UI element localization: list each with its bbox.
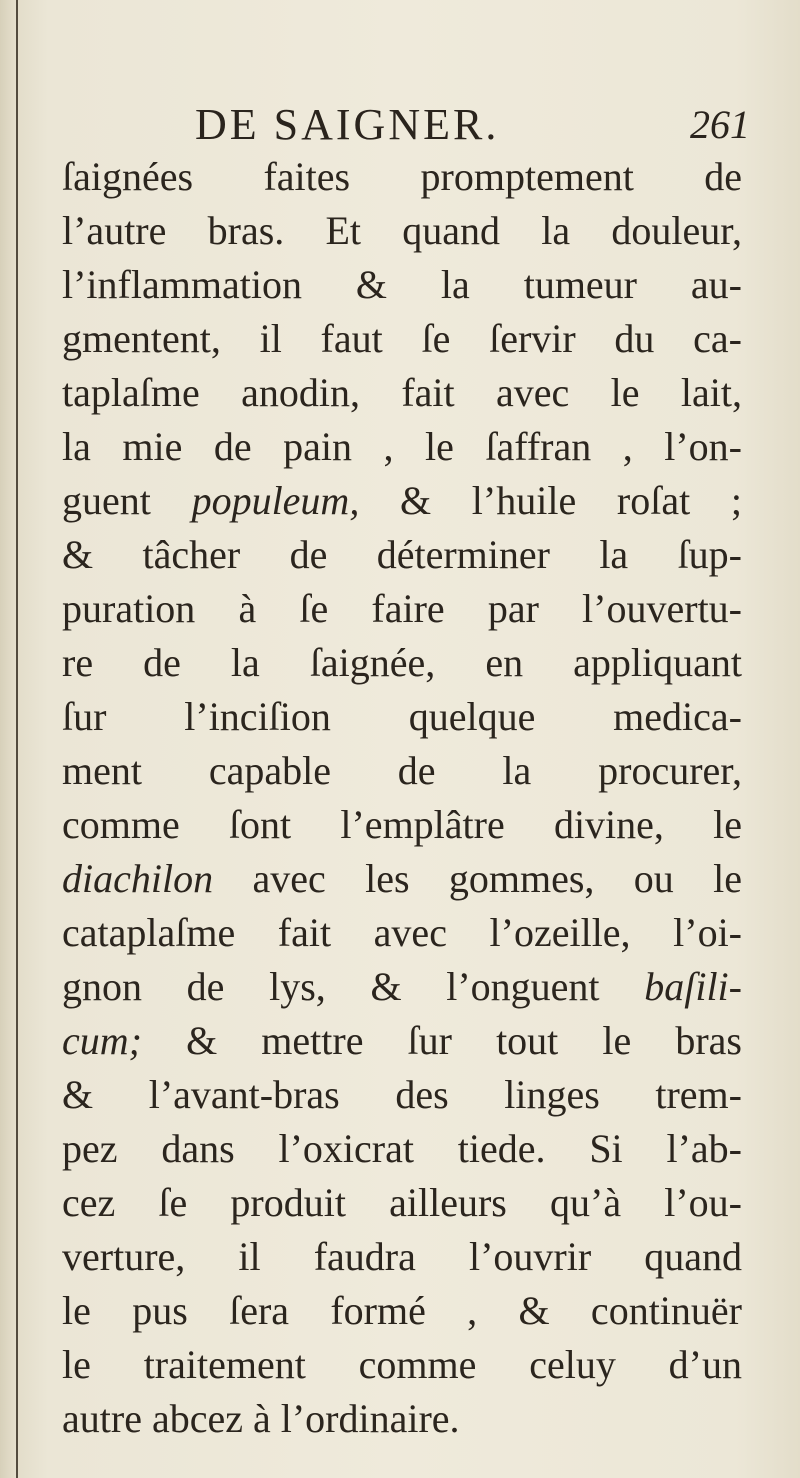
text-segment: la mie de pain , le ſaffran , l’on- xyxy=(62,424,742,469)
italic-term: populeum, xyxy=(191,478,360,523)
text-segment: le traitement comme celuy d’un xyxy=(62,1342,742,1387)
text-segment: & mettre ſur tout le bras xyxy=(141,1018,742,1063)
text-segment: le pus ſera formé , & continuër xyxy=(62,1288,742,1333)
text-line xyxy=(62,312,742,366)
text-line xyxy=(62,744,742,798)
text-line xyxy=(62,852,742,906)
text-segment: ſur l’inciſion quelque medica- xyxy=(62,694,742,739)
text-line xyxy=(62,1068,742,1122)
running-head: DE SAIGNER. xyxy=(195,100,500,149)
text-line xyxy=(62,1392,742,1446)
text-line xyxy=(62,366,742,420)
text-segment: ment capable de la procurer, xyxy=(62,748,742,793)
page-gutter xyxy=(0,0,22,1478)
text-line xyxy=(62,1284,742,1338)
text-line xyxy=(62,582,742,636)
text-line xyxy=(62,474,742,528)
text-line xyxy=(62,1230,742,1284)
text-line xyxy=(62,150,742,204)
text-segment: comme ſont l’emplâtre divine, le xyxy=(62,802,742,847)
text-segment: autre abcez à l’ordinaire. xyxy=(62,1396,460,1441)
text-segment: cataplaſme fait avec l’ozeille, l’oi- xyxy=(62,910,742,955)
text-line xyxy=(62,960,742,1014)
text-segment: puration à ſe faire par l’ouvertu- xyxy=(62,586,742,631)
text-segment: l’autre bras. Et quand la douleur, xyxy=(62,208,742,253)
text-segment: & l’avant-bras des linges trem- xyxy=(62,1072,742,1117)
text-segment: & tâcher de déterminer la ſup- xyxy=(62,532,742,577)
text-line xyxy=(62,528,742,582)
text-segment: cez ſe produit ailleurs qu’à l’ou- xyxy=(62,1180,742,1225)
text-line xyxy=(62,204,742,258)
text-segment: gmentent, il faut ſe ſervir du ca- xyxy=(62,316,742,361)
italic-term: cum; xyxy=(62,1018,142,1063)
text-segment: gnon de lys, & l’onguent xyxy=(62,964,645,1009)
text-line xyxy=(62,1176,742,1230)
text-segment: verture, il faudra l’ouvrir quand xyxy=(62,1234,742,1279)
text-line xyxy=(62,690,742,744)
text-segment: & l’huile roſat ; xyxy=(359,478,742,523)
italic-term: diachilon xyxy=(62,856,214,901)
page-header xyxy=(60,95,750,155)
text-line xyxy=(62,420,742,474)
text-segment: guent xyxy=(62,478,192,523)
body-text xyxy=(62,150,742,1446)
text-line xyxy=(62,1338,742,1392)
text-line xyxy=(62,1122,742,1176)
italic-term: baſili- xyxy=(644,964,742,1009)
text-segment: ſaignées faites promptement de xyxy=(62,154,742,199)
text-line xyxy=(62,798,742,852)
text-line xyxy=(62,258,742,312)
binding-edge-line xyxy=(16,0,18,1478)
text-segment: avec les gommes, ou le xyxy=(213,856,742,901)
text-segment: l’inflammation & la tumeur au- xyxy=(62,262,742,307)
text-segment: re de la ſaignée, en appliquant xyxy=(62,640,742,685)
text-line xyxy=(62,906,742,960)
page-number: 261 xyxy=(690,102,750,147)
text-segment: pez dans l’oxicrat tiede. Si l’ab- xyxy=(62,1126,742,1171)
text-line xyxy=(62,1014,742,1068)
text-line xyxy=(62,636,742,690)
text-segment: taplaſme anodin, fait avec le lait, xyxy=(62,370,742,415)
